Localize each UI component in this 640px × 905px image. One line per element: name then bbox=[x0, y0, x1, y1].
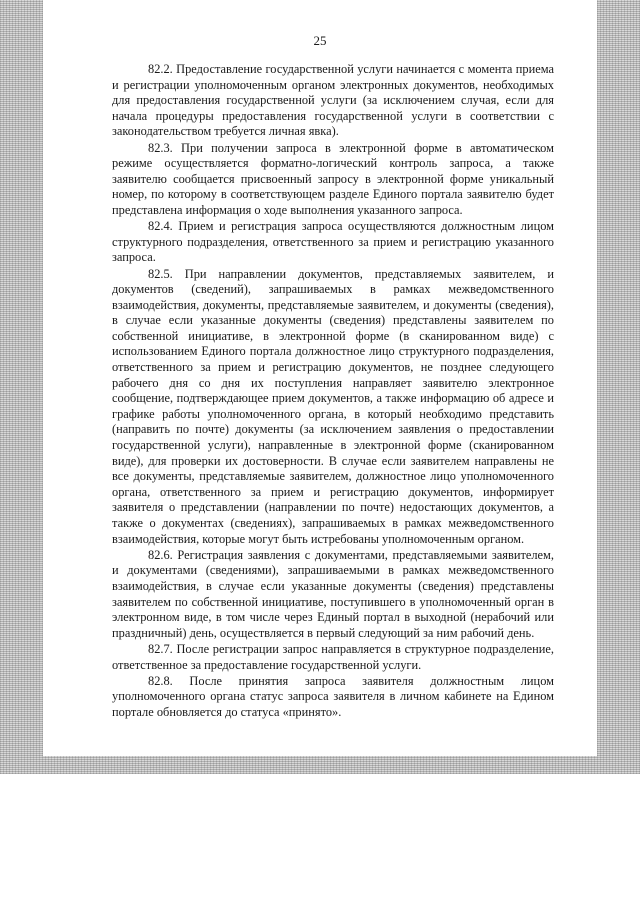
page-number: 25 bbox=[313, 33, 327, 48]
paragraph-82-3: 82.3. При получении запроса в электронной форме в автоматическом режиме осуществляется форматно-логический контроль запроса, а также заявителю сообщается присвоенный запросу в электронной форме уникальный номер, по которому в соответствующем разделе Единого портала заявителю будет представлена информация о ходе выполнения указанного запроса. bbox=[112, 140, 554, 217]
paragraph-82-7: 82.7. После регистрации запрос направляется в структурное подразделение, ответственное за предоставление государственной услуги. bbox=[112, 641, 554, 672]
scan-border-left bbox=[0, 0, 43, 772]
document-body bbox=[112, 62, 554, 721]
paragraph-82-5: 82.5. При направлении документов, представляемых заявителем, и документов (сведений), запрашиваемых в рамках межведомственного взаимодействия, документы, представляемые заявителем, и документы (сведения), в случае если указанные документы (сведения) представлены заявителем по собственной инициативе, в электронной форме (в сканированном виде) с использованием Единого портала должностное лицо структурного подразделения, ответственного за прием и регистрацию документов, не позднее следующего рабочего дня со дня их поступления направляет заявителю электронное сообщение, подтверждающее прием документов, а также информацию об адресе и графике работы уполномоченного органа, в который необходимо представить (направить по почте) документы (за исключением заявления о предоставлении государственной услуги), направленные в электронной форме (сканированном виде), для проверки их достоверности. В случае если заявителем направлены не все документы, представляемые заявителем, должностное лицо уполномоченного органа, ответственного за прием и регистрацию документов, информирует заявителя о представлении (направлении по почте) недостающих документов, а также о документах (сведениях), запрашиваемых в рамках межведомственного взаимодействия, которые могут быть истребованы уполномоченным органом. bbox=[112, 266, 554, 546]
paragraph-82-2: 82.2. Предоставление государственной услуги начинается с момента приема и регистрации уполномоченным органом электронных документов, необходимых для предоставления государственной услуги (за исключением случая, если для начала процедуры предоставления государственной услуги в соответствии с законодательством требуется личная явка). bbox=[112, 62, 554, 139]
scan-border-bottom bbox=[0, 756, 640, 774]
paragraph-82-8: 82.8. После принятия запроса заявителя должностным лицом уполномоченного органа статус запроса заявителя в личном кабинете на Едином портале обновляется до статуса «принято». bbox=[112, 673, 554, 719]
paragraph-82-6: 82.6. Регистрация заявления с документами, представляемыми заявителем, и документами (сведениями), запрашиваемыми в рамках межведомственного взаимодействия, в случае если указанные документы (сведения) представлены заявителем по собственной инициативе, поступившего в уполномоченный орган в электронном виде, в том числе через Единый портал в выходной (нерабочий или праздничный) день, осуществляется в первый следующий за ним рабочий день. bbox=[112, 547, 554, 640]
scan-border-right bbox=[597, 0, 640, 772]
paragraph-82-4: 82.4. Прием и регистрация запроса осуществляются должностным лицом структурного подразделения, ответственного за прием и регистрацию указанного запроса. bbox=[112, 219, 554, 265]
